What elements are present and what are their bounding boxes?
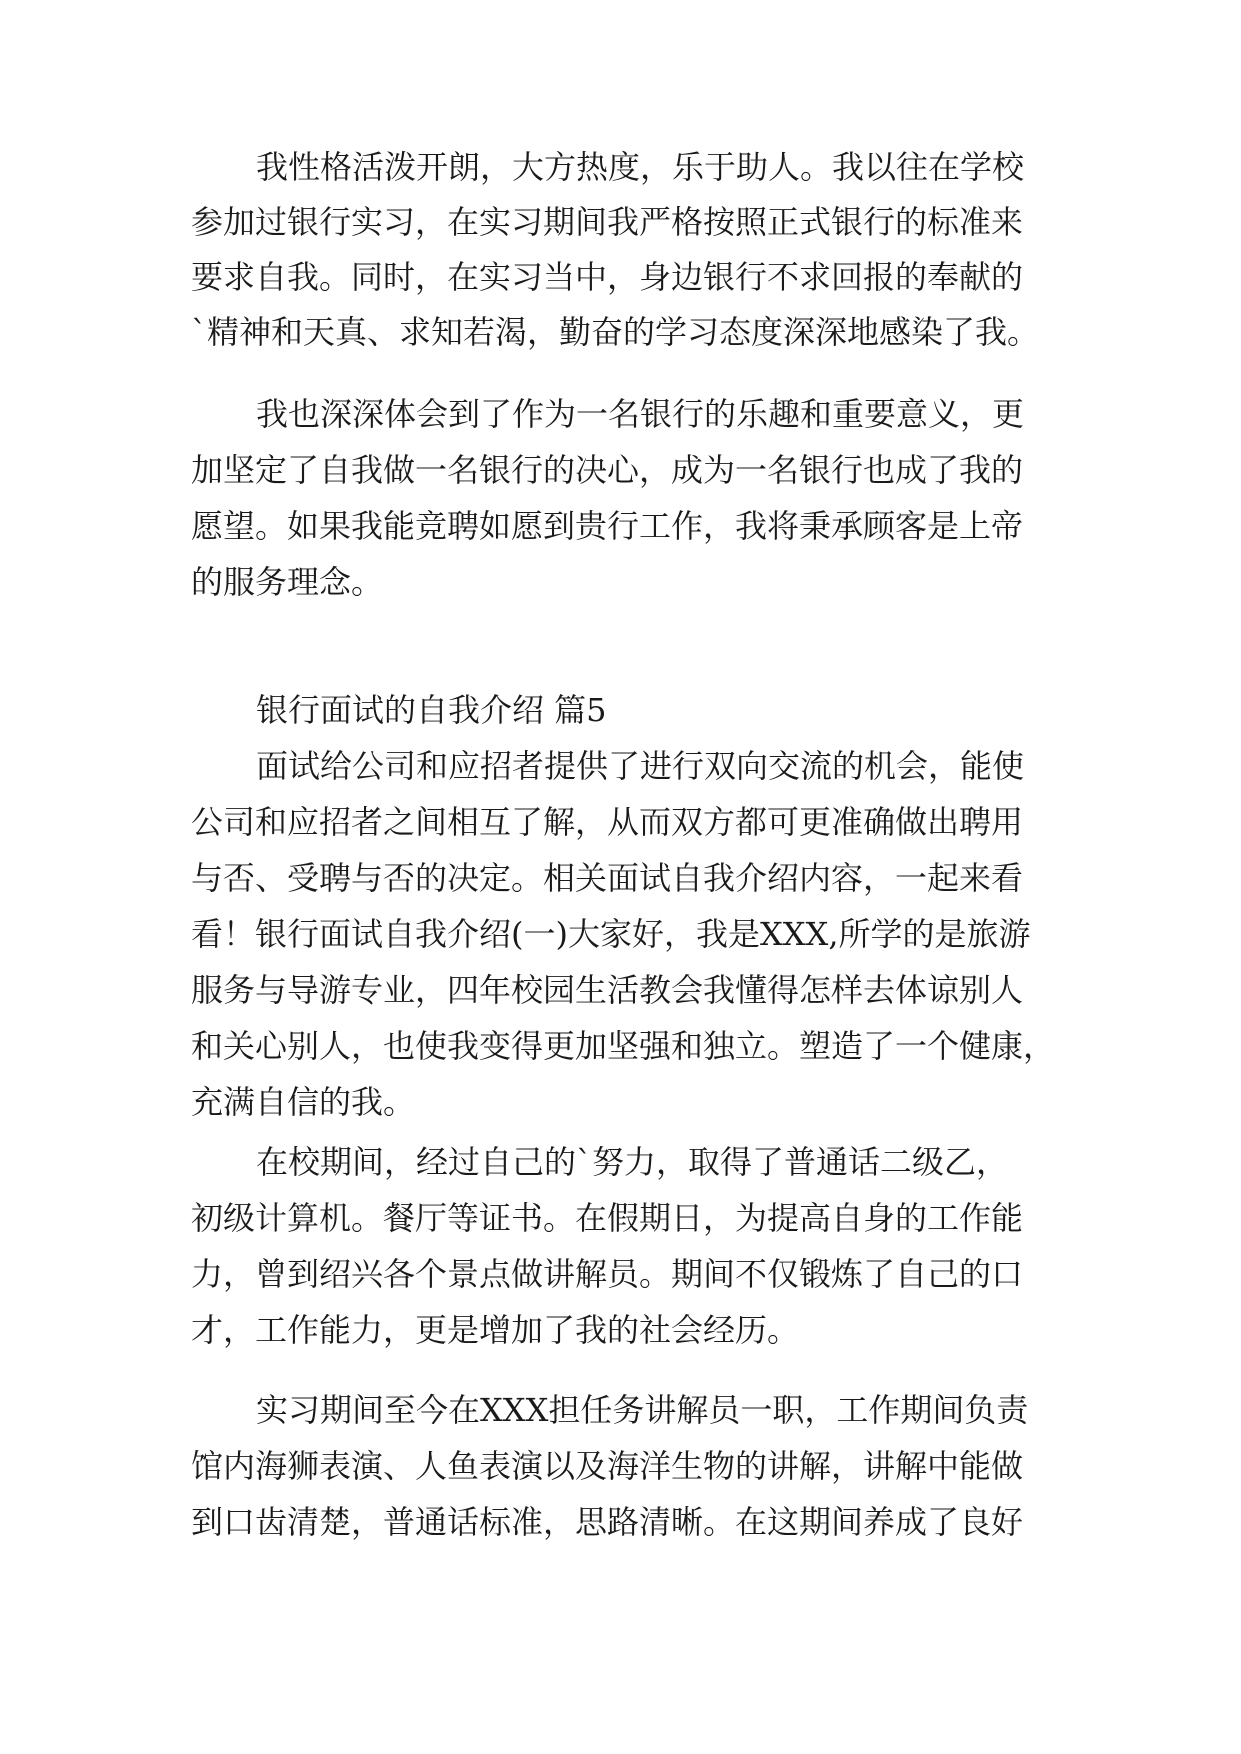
text-line [0, 1436, 1241, 1496]
paragraph-5-line-1: 实习期间至今在XXX担任务讲解员一职，工作期间负责 [256, 1391, 1029, 1429]
text-line [0, 496, 1241, 556]
paragraph-5-line-2: 馆内海狮表演、人鱼表演以及海洋生物的讲解，讲解中能做 [191, 1447, 1024, 1485]
paragraph-3-line-3: 与否、受聘与否的决定。相关面试自我介绍内容，一起来看 [191, 859, 1024, 897]
paragraph-3-line-6: 和关心别人，也使我变得更加坚强和独立。塑造了一个健康， [191, 1027, 1056, 1065]
section-heading-line [0, 680, 1241, 740]
paragraph-5-line-3: 到口齿清楚，普通话标准，思路清晰。在这期间养成了良好 [191, 1503, 1024, 1541]
paragraph-3-line-1: 面试给公司和应招者提供了进行双向交流的机会，能使 [256, 747, 1025, 785]
text-line [0, 302, 1241, 362]
text-line [0, 1188, 1241, 1248]
text-line [0, 440, 1241, 500]
paragraph-1-line-1: 我性格活泼开朗，大方热度，乐于助人。我以往在学校 [256, 148, 1025, 186]
text-line [0, 552, 1241, 612]
text-line [0, 192, 1241, 252]
text-line [0, 1016, 1241, 1076]
paragraph-2-line-4: 的服务理念。 [191, 563, 384, 601]
paragraph-4-line-2: 初级计算机。餐厅等证书。在假期日，为提高自身的工作能 [191, 1199, 1024, 1237]
paragraph-2-line-3: 愿望。如果我能竞聘如愿到贵行工作，我将秉承顾客是上帝 [191, 507, 1024, 545]
text-line [0, 384, 1241, 444]
text-line [0, 247, 1241, 307]
paragraph-4-line-1: 在校期间，经过自己的`努力，取得了普通话二级乙， [256, 1143, 1009, 1181]
text-line [0, 1380, 1241, 1440]
paragraph-1-line-4: `精神和天真、求知若渴，勤奋的学习态度深深地感染了我。 [191, 313, 1040, 351]
text-line [0, 736, 1241, 796]
paragraph-2-line-2: 加坚定了自我做一名银行的决心，成为一名银行也成了我的 [191, 451, 1024, 489]
text-line [0, 904, 1241, 964]
paragraph-4-line-3: 力，曾到绍兴各个景点做讲解员。期间不仅锻炼了自己的口 [191, 1255, 1024, 1293]
text-line [0, 1132, 1241, 1192]
paragraph-4-line-4: 才，工作能力，更是增加了我的社会经历。 [191, 1311, 800, 1349]
text-line [0, 1300, 1241, 1360]
paragraph-3-line-2: 公司和应招者之间相互了解，从而双方都可更准确做出聘用 [191, 803, 1024, 841]
text-line [0, 1072, 1241, 1132]
paragraph-2-line-1: 我也深深体会到了作为一名银行的乐趣和重要意义，更 [256, 395, 1025, 433]
paragraph-1-line-3: 要求自我。同时，在实习当中，身边银行不求回报的奉献的 [191, 258, 1024, 296]
text-line [0, 137, 1241, 197]
text-line [0, 792, 1241, 852]
text-line [0, 1492, 1241, 1552]
text-line [0, 848, 1241, 908]
paragraph-3-line-5: 服务与导游专业，四年校园生活教会我懂得怎样去体谅别人 [191, 971, 1024, 1009]
text-line [0, 960, 1241, 1020]
paragraph-3-line-7: 充满自信的我。 [191, 1083, 416, 1121]
paragraph-3-line-4: 看！银行面试自我介绍(一)大家好，我是XXX,所学的是旅游 [191, 915, 1031, 953]
section-heading: 银行面试的自我介绍 篇5 [256, 691, 607, 729]
paragraph-1-line-2: 参加过银行实习，在实习期间我严格按照正式银行的标准来 [191, 203, 1024, 241]
text-line [0, 1244, 1241, 1304]
